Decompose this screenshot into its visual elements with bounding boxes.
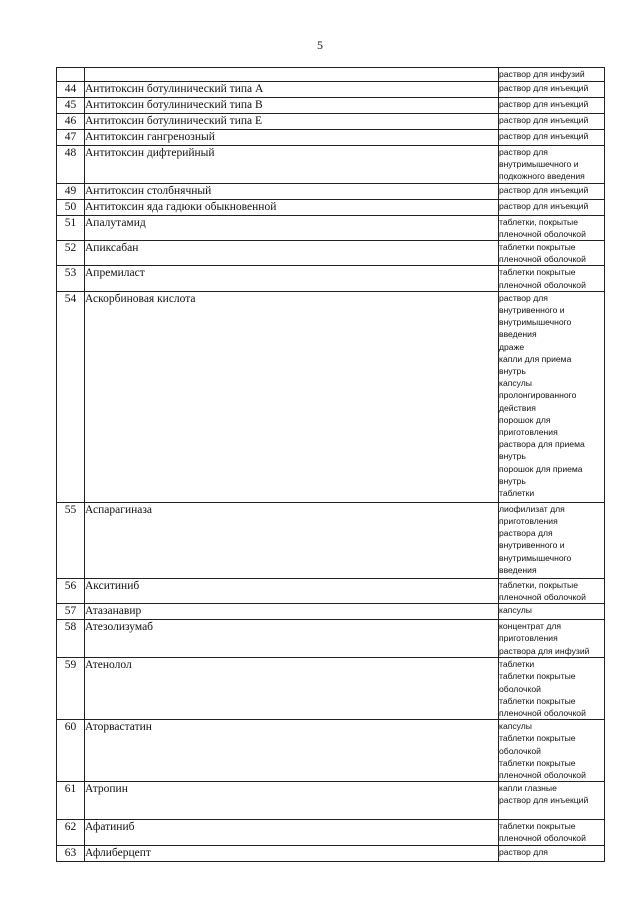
row-number: 62 (57, 820, 85, 845)
dosage-form: раствор для инъекций (499, 199, 605, 215)
table-row (57, 291, 605, 502)
drug-name (85, 68, 499, 82)
row-number: 45 (57, 98, 85, 114)
drug-name: Афатиниб (85, 820, 499, 845)
dosage-form: таблетки, покрытые пленочной оболочкой (499, 578, 605, 603)
table-row (57, 266, 605, 291)
row-number: 46 (57, 114, 85, 130)
row-number: 52 (57, 241, 85, 266)
drug-name: Атезолизумаб (85, 620, 499, 658)
table-row (57, 146, 605, 184)
drug-name: Антитоксин гангренозный (85, 130, 499, 146)
row-number: 56 (57, 578, 85, 603)
dosage-form: раствор для инфузий (499, 68, 605, 82)
dosage-form: раствор для внутримышечного и подкожного введения (499, 146, 605, 184)
table-row (57, 241, 605, 266)
row-number (57, 68, 85, 82)
dosage-form: концентрат для приготовления раствора для инфузий (499, 620, 605, 658)
dosage-form: таблетки покрытые пленочной оболочкой (499, 266, 605, 291)
page-number: 5 (317, 38, 323, 52)
row-number: 58 (57, 620, 85, 658)
row-number: 50 (57, 199, 85, 215)
drug-name: Антитоксин столбнячный (85, 183, 499, 199)
dosage-form: капсулы (499, 604, 605, 620)
table-row (57, 820, 605, 845)
drug-name: Антитоксин дифтерийный (85, 146, 499, 184)
drug-name: Апремиласт (85, 266, 499, 291)
drug-name: Атенолол (85, 658, 499, 720)
table-row (57, 215, 605, 240)
table-row (57, 82, 605, 98)
table-row (57, 658, 605, 720)
dosage-form: раствор для (499, 845, 605, 861)
dosage-form: таблетки, покрытые пленочной оболочкой (499, 215, 605, 240)
dosage-form: раствор для внутривенного и внутримышечного введения драже капли для приема внутрь капсулы пролонгированного действия порошок для приготовления раствора для приема внутрь порошок для приема внутрь таблетки (499, 291, 605, 502)
drug-name: Апиксабан (85, 241, 499, 266)
row-number: 63 (57, 845, 85, 861)
dosage-form: раствор для инъекций (499, 130, 605, 146)
table-row (57, 199, 605, 215)
row-number: 55 (57, 502, 85, 578)
table-row (57, 604, 605, 620)
dosage-form: раствор для инъекций (499, 183, 605, 199)
dosage-form: капсулы таблетки покрытые оболочкой таблетки покрытые пленочной оболочкой (499, 720, 605, 782)
drug-name: Акситиниб (85, 578, 499, 603)
dosage-form: раствор для инъекций (499, 82, 605, 98)
table-row (57, 114, 605, 130)
medications-table (56, 67, 605, 862)
row-number: 53 (57, 266, 85, 291)
dosage-form: лиофилизат для приготовления раствора для внутривенного и внутримышечного введения (499, 502, 605, 578)
drug-name: Антитоксин ботулинический типа В (85, 98, 499, 114)
dosage-form: таблетки покрытые пленочной оболочкой (499, 241, 605, 266)
drug-name: Атазанавир (85, 604, 499, 620)
table-row (57, 845, 605, 861)
table-row (57, 578, 605, 603)
drug-name: Антитоксин яда гадюки обыкновенной (85, 199, 499, 215)
row-number: 47 (57, 130, 85, 146)
row-number: 61 (57, 782, 85, 820)
drug-name: Аспарагиназа (85, 502, 499, 578)
dosage-form: раствор для инъекций (499, 114, 605, 130)
row-number: 54 (57, 291, 85, 502)
drug-name: Аскорбиновая кислота (85, 291, 499, 502)
row-number: 57 (57, 604, 85, 620)
drug-name: Афлиберцепт (85, 845, 499, 861)
dosage-form: таблетки покрытые пленочной оболочкой (499, 820, 605, 845)
table-row (57, 98, 605, 114)
drug-name: Антитоксин ботулинический типа Е (85, 114, 499, 130)
table-row (57, 720, 605, 782)
table-row (57, 130, 605, 146)
row-number: 44 (57, 82, 85, 98)
table-row (57, 68, 605, 82)
drug-name: Атропин (85, 782, 499, 820)
table-row (57, 183, 605, 199)
row-number: 51 (57, 215, 85, 240)
row-number: 60 (57, 720, 85, 782)
row-number: 49 (57, 183, 85, 199)
table-row (57, 782, 605, 820)
drug-name: Антитоксин ботулинический типа А (85, 82, 499, 98)
table-row (57, 502, 605, 578)
table-row (57, 620, 605, 658)
row-number: 59 (57, 658, 85, 720)
drug-name: Апалутамид (85, 215, 499, 240)
medications-table-body (57, 68, 605, 862)
row-number: 48 (57, 146, 85, 184)
dosage-form: таблетки таблетки покрытые оболочкой таблетки покрытые пленочной оболочкой (499, 658, 605, 720)
dosage-form: раствор для инъекций (499, 98, 605, 114)
dosage-form: капли глазные раствор для инъекций (499, 782, 605, 820)
drug-name: Аторвастатин (85, 720, 499, 782)
